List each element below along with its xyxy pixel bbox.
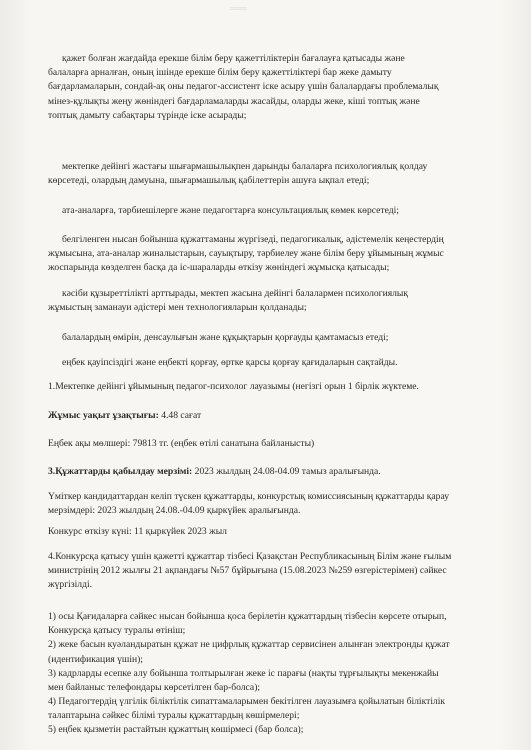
paragraph-14 [48, 550, 451, 593]
bleed-through-text: ═══ [230, 4, 248, 13]
paragraph-3 [62, 204, 399, 218]
paragraph-5 [48, 287, 409, 315]
paragraph-6 [62, 331, 388, 345]
p16-line-3: 5) еңбек қызметін растайтын құжаттың көшірмесі (бар болса); [48, 724, 304, 736]
p15-line-5: 3) кадрларды есепке алу бойынша толтырылған жеке іс парағы (нақты тұрғылықты мекенжайы [48, 667, 439, 679]
p4-line-3: жоспарында көзделген басқа да іс-шараларды өткізу жөніндегі жұмысқа қатысады; [48, 262, 390, 274]
p11-rest: 2023 жылдың 24.08-04.09 тамыз аралығында. [192, 466, 381, 477]
p3-line-1: ата-аналарға, тәрбиешілерге және педагогтарға консультациялық көмек көрсетеді; [62, 205, 399, 216]
p15-line-1: 1) осы Қағидаларға сәйкес нысан бойынша қоса берілетін құжаттардың тізбесін көрсете отырып, [48, 611, 447, 622]
p10-line-1: Еңбек ақы мөлшері: 79813 тг. (еңбек өтілі санатына байланысты) [48, 438, 315, 449]
p1-line-4: мінез-құлықты жеңу жөніндегі бағдарламаларды жасайды, оларды жеке, кіші топтық және [48, 95, 420, 107]
p15-line-2: Конкурсқа қатысу туралы өтініш; [48, 625, 186, 637]
p15-line-4: (идентификация үшін); [48, 653, 143, 665]
p9-bold-label: Жұмыс уақыт ұзақтығы: [48, 410, 159, 421]
paragraph-11 [48, 465, 381, 479]
p1-line-1: қажет болған жағдайда ерекше білім беру қажеттіліктерін бағалауға қатысады және [62, 53, 405, 64]
p6-line-1: балалардың өмірін, денсаулығын және құқықтарын қорғауды қамтамасыз етеді; [62, 332, 389, 343]
p8-line-1: 1.Мектепке дейінгі ұйымының педагог-психолог лауазымы (негізгі орын 1 бірлік жүктеме. [48, 381, 419, 392]
paragraph-1 [48, 52, 439, 123]
p16-line-1: 4) Педагогтердің үлгілік біліктілік сипаттамаларымен бекітілген лауазымға қойылатын біліктілік [48, 696, 446, 707]
p12-line-2: мерзімдері: 2023 жылдың 24.08.-04.09 қыркүйек аралығында. [48, 505, 301, 517]
p13-line-1: Конкурс өткізу күні: 11 қыркүйек 2023 жыл [48, 526, 227, 537]
paragraph-13 [48, 525, 227, 539]
p11-bold-label: 3.Құжаттарды қабылдау мерзімі: [48, 466, 193, 477]
p14-line-2: министрінің 2012 жылғы 21 ақпандағы №57 бұйрығына (15.08.2023 №259 өзгерістерімен) сәйкес [48, 565, 447, 577]
p1-line-5: топтық дамыту сабақтары түрінде іске асырады; [48, 109, 247, 121]
paragraph-15 [48, 610, 450, 695]
p1-line-2: балаларға арналған, оның ішінде ерекше білім беру қажеттіліктері бар жеке дамыту [48, 67, 392, 79]
paragraph-4 [48, 233, 444, 276]
p2-line-1: мектепке дейінгі жастағы шығармашылықпен дарынды балаларға психологиялық қолдау [62, 161, 428, 172]
paragraph-2 [48, 160, 428, 188]
p12-line-1: Үміткер кандидаттардан келіп түскен құжаттарды, конкурстық комиссиясының құжаттарды қарау [48, 491, 450, 502]
paragraph-12 [48, 490, 449, 518]
paragraph-8 [48, 380, 419, 394]
p15-line-6: мен байланыс телефондары көрсетілген бар-болса); [48, 682, 261, 694]
p14-line-1: 4.Конкурсқа қатысу үшін қажетті құжаттар тізбесі Қазақстан Республикасының Білім және ғылым [48, 551, 452, 562]
p4-line-1: белгіленген нысан бойынша құжаттаманы жүргізеді, педагогикалық, әдістемелік кеңестердің [62, 234, 444, 245]
p16-line-2: талаптарына сәйкес білімі туралы құжаттардың көшірмелері; [48, 710, 300, 722]
p15-line-3: 2) жеке басын куәландыратын құжат не цифрлық құжаттар сервисінен алынған электронды құжат [48, 639, 450, 651]
paragraph-7 [62, 356, 398, 370]
p4-line-2: жұмысына, ата-аналар жиналыстарын, сауықтыру, тәрбиелеу және білім беру ұйымының жұмыс [48, 248, 444, 260]
p9-rest: 4.48 сағат [158, 410, 202, 421]
p1-line-3: бағдарламаларын, сондай-ақ оны педагог-ассистент іске асыру үшін балалардағы проблемалық [48, 81, 439, 93]
paragraph-10 [48, 437, 314, 451]
paragraph-16 [48, 695, 445, 738]
p5-line-2: жұмыстың заманауи әдістері мен технологияларын қолданады; [48, 302, 307, 314]
p14-line-3: жүргізілді. [48, 579, 93, 591]
p5-line-1: кәсіби құзыреттілікті арттырады, мектеп жасына дейінгі балалармен психологиялық [62, 288, 409, 299]
p2-line-2: көрсетеді, олардың дамуына, шығармашылық қабілеттерін ашуға ықпал етеді; [48, 175, 370, 187]
p7-line-1: еңбек қауіпсіздігі және еңбекті қорғау, өртке қарсы қорғау қағидаларын сақтайды. [62, 357, 398, 368]
paragraph-9 [48, 409, 201, 423]
